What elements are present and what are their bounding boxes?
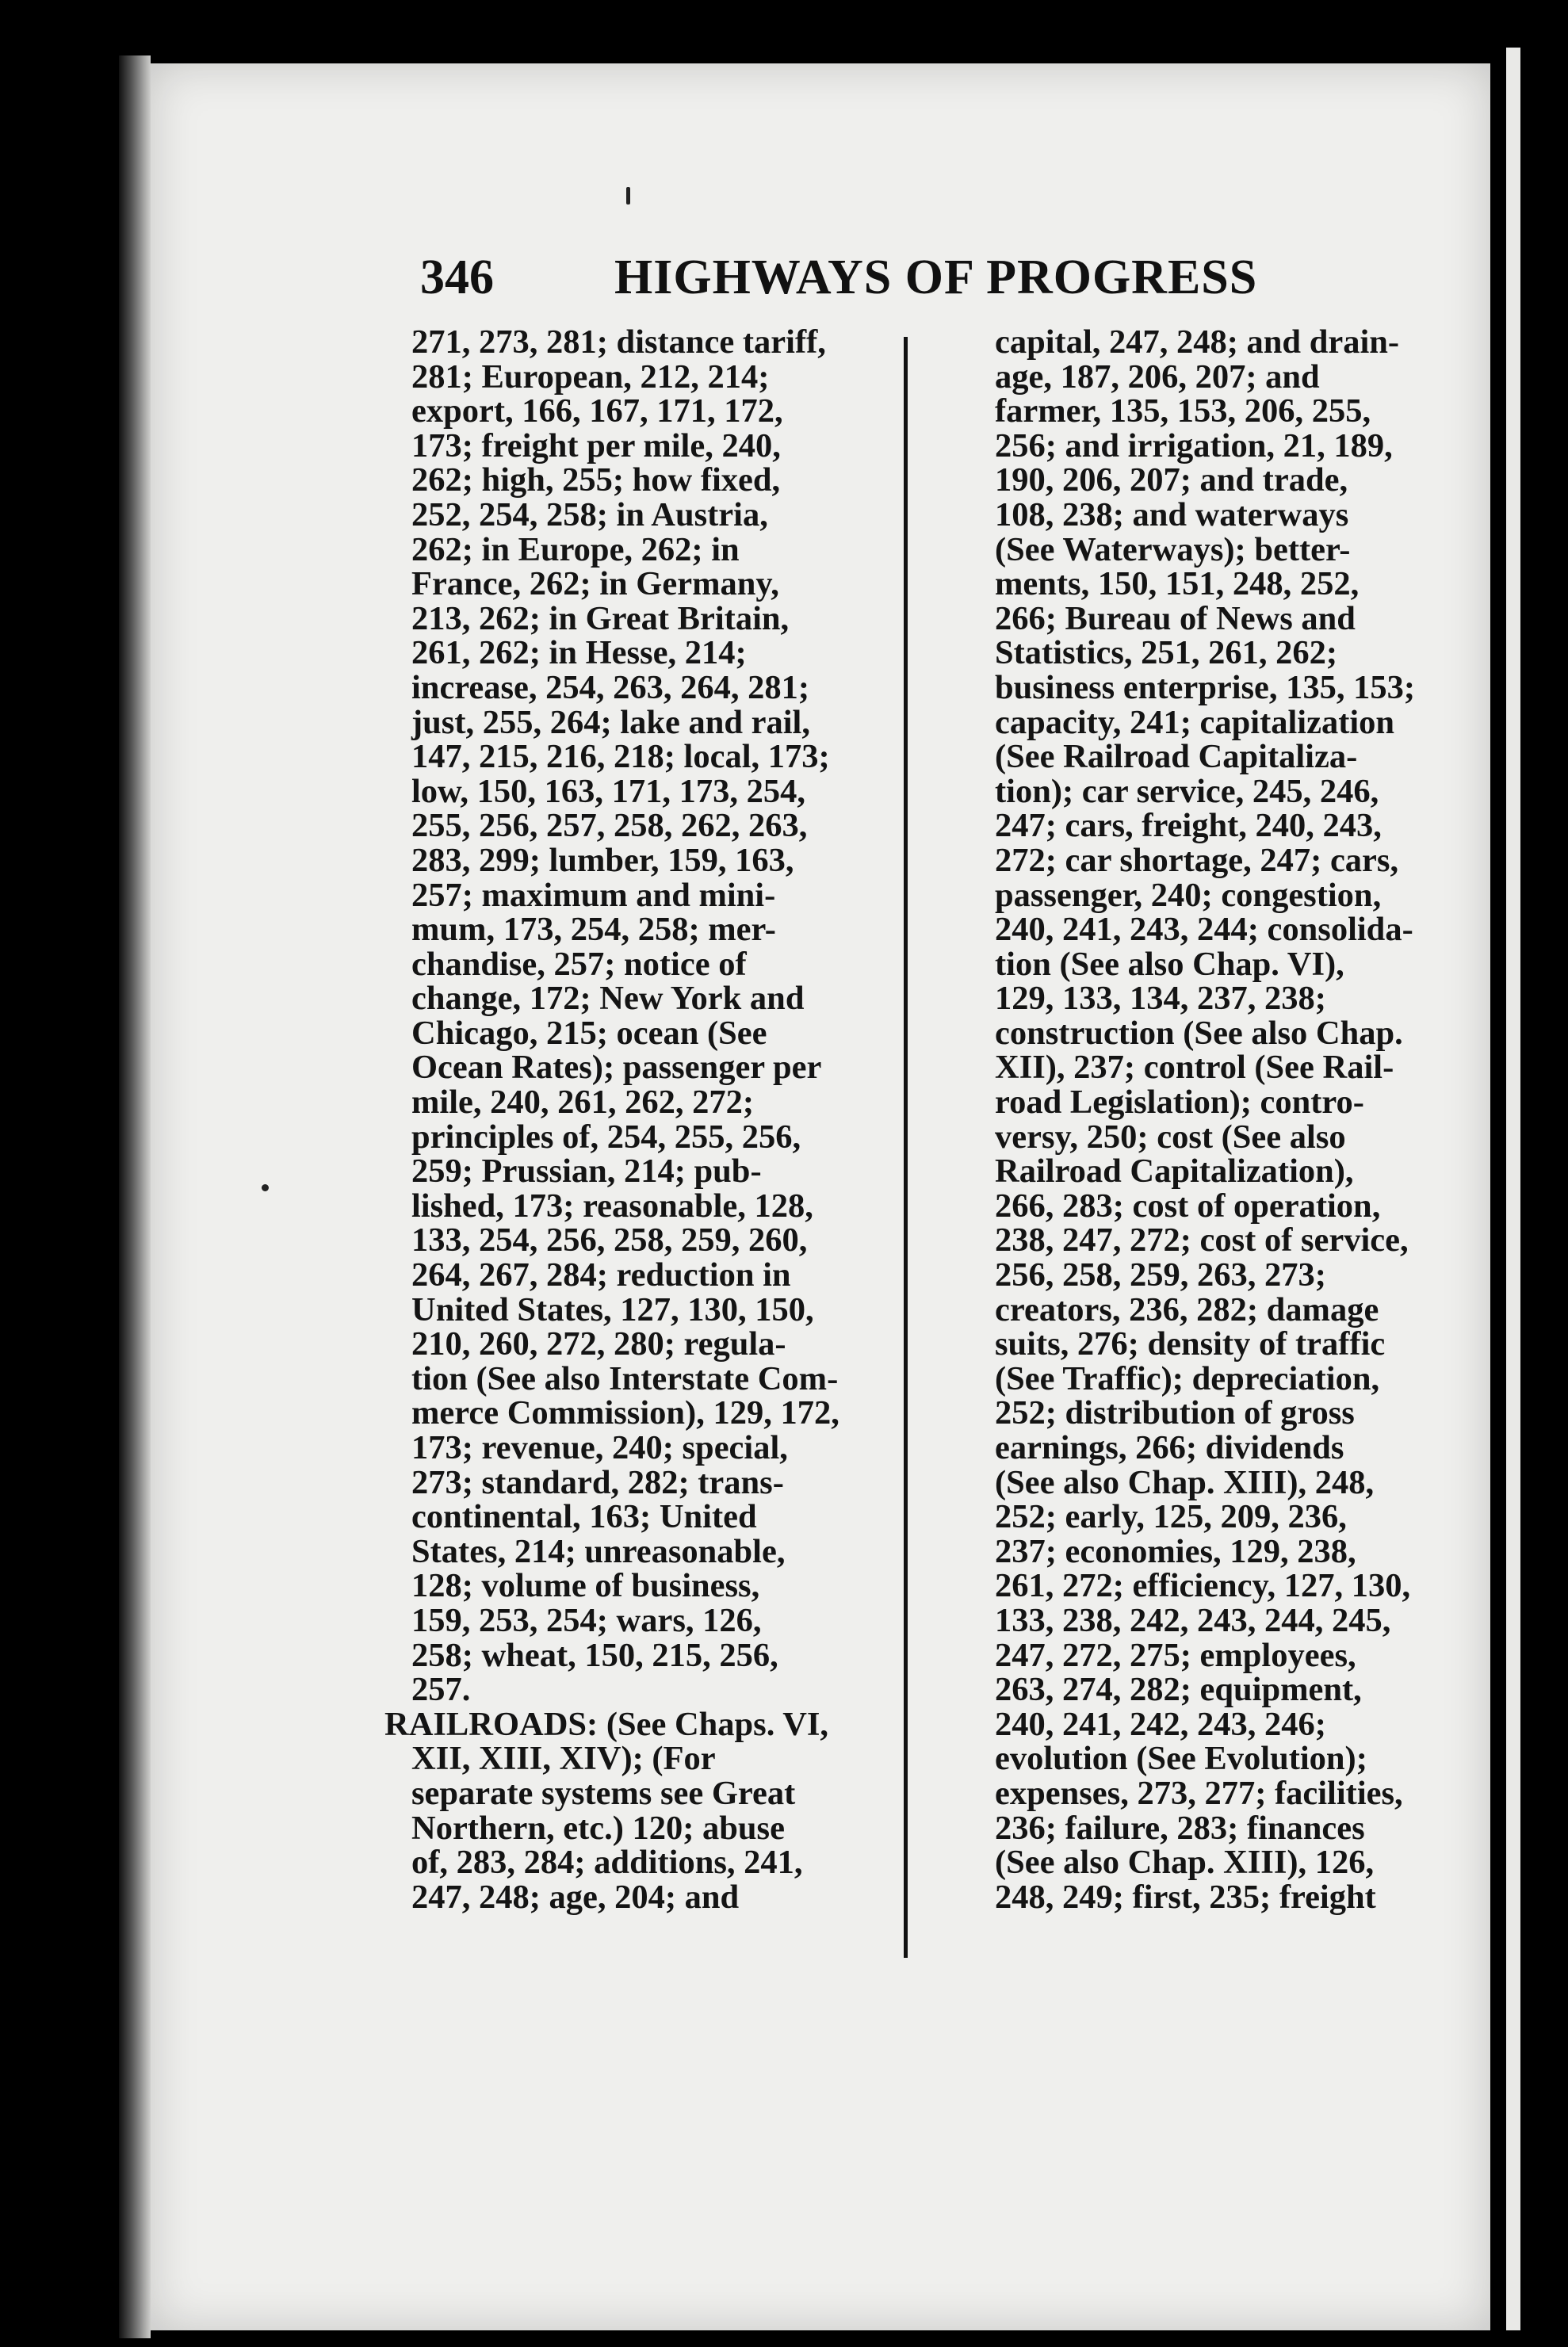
index-line: 240, 241, 243, 244; consolida- xyxy=(995,911,1413,949)
index-line: 147, 215, 216, 218; local, 173; xyxy=(411,738,830,776)
index-line: 266; Bureau of News and xyxy=(995,599,1356,637)
index-line: (See Waterways); better- xyxy=(995,530,1351,568)
index-line: tion (See also Chap. VI), xyxy=(995,945,1344,983)
index-line: 256, 258, 259, 263, 273; xyxy=(995,1256,1326,1294)
index-line: low, 150, 163, 171, 173, 254, xyxy=(411,772,806,810)
index-line: XII), 237; control (See Rail- xyxy=(995,1049,1394,1087)
index-line: chandise, 257; notice of xyxy=(411,945,747,983)
index-line: tion (See also Interstate Com- xyxy=(411,1359,839,1397)
index-entry-heading: RAILROADS: (See Chaps. VI, xyxy=(384,1705,829,1743)
index-line: France, 262; in Germany, xyxy=(411,565,779,603)
index-line: creators, 236, 282; damage xyxy=(995,1290,1379,1328)
index-line: Northern, etc.) 120; abuse xyxy=(411,1809,785,1847)
index-line: expenses, 273, 277; facilities, xyxy=(995,1774,1403,1812)
index-line: 240, 241, 242, 243, 246; xyxy=(995,1705,1326,1743)
index-line: 237; economies, 129, 238, xyxy=(995,1532,1356,1570)
index-line: versy, 250; cost (See also xyxy=(995,1118,1346,1156)
index-line: continental, 163; United xyxy=(411,1498,757,1536)
index-line: 247; cars, freight, 240, 243, xyxy=(995,807,1382,845)
index-line: 190, 206, 207; and trade, xyxy=(995,461,1348,499)
index-line: 259; Prussian, 214; pub- xyxy=(411,1152,762,1191)
index-line: 247, 272, 275; employees, xyxy=(995,1636,1356,1674)
index-line: tion); car service, 245, 246, xyxy=(995,772,1379,810)
index-line: change, 172; New York and xyxy=(411,980,805,1018)
index-column-right xyxy=(995,325,1439,1914)
index-line: 129, 133, 134, 237, 238; xyxy=(995,980,1326,1018)
index-line: 255, 256, 257, 258, 262, 263, xyxy=(411,807,808,845)
index-line: 133, 254, 256, 258, 259, 260, xyxy=(411,1221,808,1260)
index-line: of, 283, 284; additions, 241, xyxy=(411,1844,803,1882)
page-edge-right xyxy=(1490,40,1568,2338)
index-line: just, 255, 264; lake and rail, xyxy=(411,703,810,741)
index-line: 272; car shortage, 247; cars, xyxy=(995,841,1399,879)
index-line: merce Commission), 129, 172, xyxy=(411,1394,839,1432)
index-line: 261, 262; in Hesse, 214; xyxy=(411,634,747,672)
index-line: 173; revenue, 240; special, xyxy=(411,1429,788,1466)
index-line: capacity, 241; capitalization xyxy=(995,703,1395,741)
index-line: 173; freight per mile, 240, xyxy=(411,426,781,464)
index-line: 133, 238, 242, 243, 244, 245, xyxy=(995,1601,1391,1639)
page-number: 346 xyxy=(420,250,494,304)
index-line: Ocean Rates); passenger per xyxy=(411,1049,822,1087)
index-line: evolution (See Evolution); xyxy=(995,1740,1367,1778)
index-line: 247, 248; age, 204; and xyxy=(411,1878,740,1916)
column-divider xyxy=(904,337,908,1958)
index-line: 213, 262; in Great Britain, xyxy=(411,599,790,637)
index-line: suits, 276; density of traffic xyxy=(995,1325,1386,1363)
index-line: age, 187, 206, 207; and xyxy=(995,357,1320,396)
index-line: 257. xyxy=(411,1671,471,1709)
index-line: capital, 247, 248; and drain- xyxy=(995,323,1400,361)
index-column-left xyxy=(384,325,864,1914)
index-line: 283, 299; lumber, 159, 163, xyxy=(411,841,794,879)
page-title: HIGHWAYS OF PROGRESS xyxy=(614,250,1258,304)
index-line: earnings, 266; dividends xyxy=(995,1429,1344,1466)
index-line: 262; in Europe, 262; in xyxy=(411,530,740,568)
index-line: 271, 273, 281; distance tariff, xyxy=(411,323,826,361)
index-line: 263, 274, 282; equipment, xyxy=(995,1671,1362,1709)
index-line: passenger, 240; congestion, xyxy=(995,876,1382,914)
index-line: Chicago, 215; ocean (See xyxy=(411,1014,767,1052)
index-line: States, 214; unreasonable, xyxy=(411,1532,786,1570)
index-line: 273; standard, 282; trans- xyxy=(411,1463,784,1501)
index-line: Railroad Capitalization), xyxy=(995,1152,1354,1191)
index-line: ments, 150, 151, 248, 252, xyxy=(995,565,1360,603)
index-line: mum, 173, 254, 258; mer- xyxy=(411,911,776,949)
index-line: 159, 253, 254; wars, 126, xyxy=(411,1601,762,1639)
index-line: business enterprise, 135, 153; xyxy=(995,668,1416,706)
index-line: 262; high, 255; how fixed, xyxy=(411,461,781,499)
index-line: 248, 249; first, 235; freight xyxy=(995,1878,1376,1916)
index-line: 238, 247, 272; cost of service, xyxy=(995,1221,1409,1260)
index-line: 258; wheat, 150, 215, 256, xyxy=(411,1636,778,1674)
index-line: XII, XIII, XIV); (For xyxy=(411,1740,716,1778)
index-line: lished, 173; reasonable, 128, xyxy=(411,1187,813,1225)
adjacent-page-strip xyxy=(1506,48,1520,2330)
index-line: road Legislation); contro- xyxy=(995,1084,1364,1122)
scan-speck xyxy=(626,187,630,205)
index-line: 261, 272; efficiency, 127, 130, xyxy=(995,1567,1411,1605)
index-line: mile, 240, 261, 262, 272; xyxy=(411,1084,755,1122)
index-line: export, 166, 167, 171, 172, xyxy=(411,392,783,430)
index-line: 210, 260, 272, 280; regula- xyxy=(411,1325,786,1363)
index-line: Statistics, 251, 261, 262; xyxy=(995,634,1338,672)
index-line: 252; distribution of gross xyxy=(995,1394,1355,1432)
index-line: farmer, 135, 153, 206, 255, xyxy=(995,392,1371,430)
page-edge-left xyxy=(119,55,151,2338)
running-head xyxy=(420,250,1260,313)
index-line: increase, 254, 263, 264, 281; xyxy=(411,668,810,706)
index-line: separate systems see Great xyxy=(411,1774,796,1812)
index-line: (See Railroad Capitaliza- xyxy=(995,738,1358,776)
index-line: 281; European, 212, 214; xyxy=(411,357,770,396)
index-line: 256; and irrigation, 21, 189, xyxy=(995,426,1393,464)
index-line: 266, 283; cost of operation, xyxy=(995,1187,1381,1225)
index-line: 108, 238; and waterways xyxy=(995,495,1349,533)
index-line: principles of, 254, 255, 256, xyxy=(411,1118,801,1156)
index-line: 252; early, 125, 209, 236, xyxy=(995,1498,1347,1536)
index-line: 264, 267, 284; reduction in xyxy=(411,1256,791,1294)
index-line: construction (See also Chap. xyxy=(995,1014,1403,1052)
index-line: 252, 254, 258; in Austria, xyxy=(411,495,768,533)
index-line: (See also Chap. XIII), 248, xyxy=(995,1463,1375,1501)
index-line: 128; volume of business, xyxy=(411,1567,760,1605)
index-line: (See also Chap. XIII), 126, xyxy=(995,1844,1375,1882)
index-line: 236; failure, 283; finances xyxy=(995,1809,1365,1847)
index-line: (See Traffic); depreciation, xyxy=(995,1359,1380,1397)
index-line: United States, 127, 130, 150, xyxy=(411,1290,814,1328)
scan-speck xyxy=(262,1184,269,1191)
index-line: 257; maximum and mini- xyxy=(411,876,776,914)
